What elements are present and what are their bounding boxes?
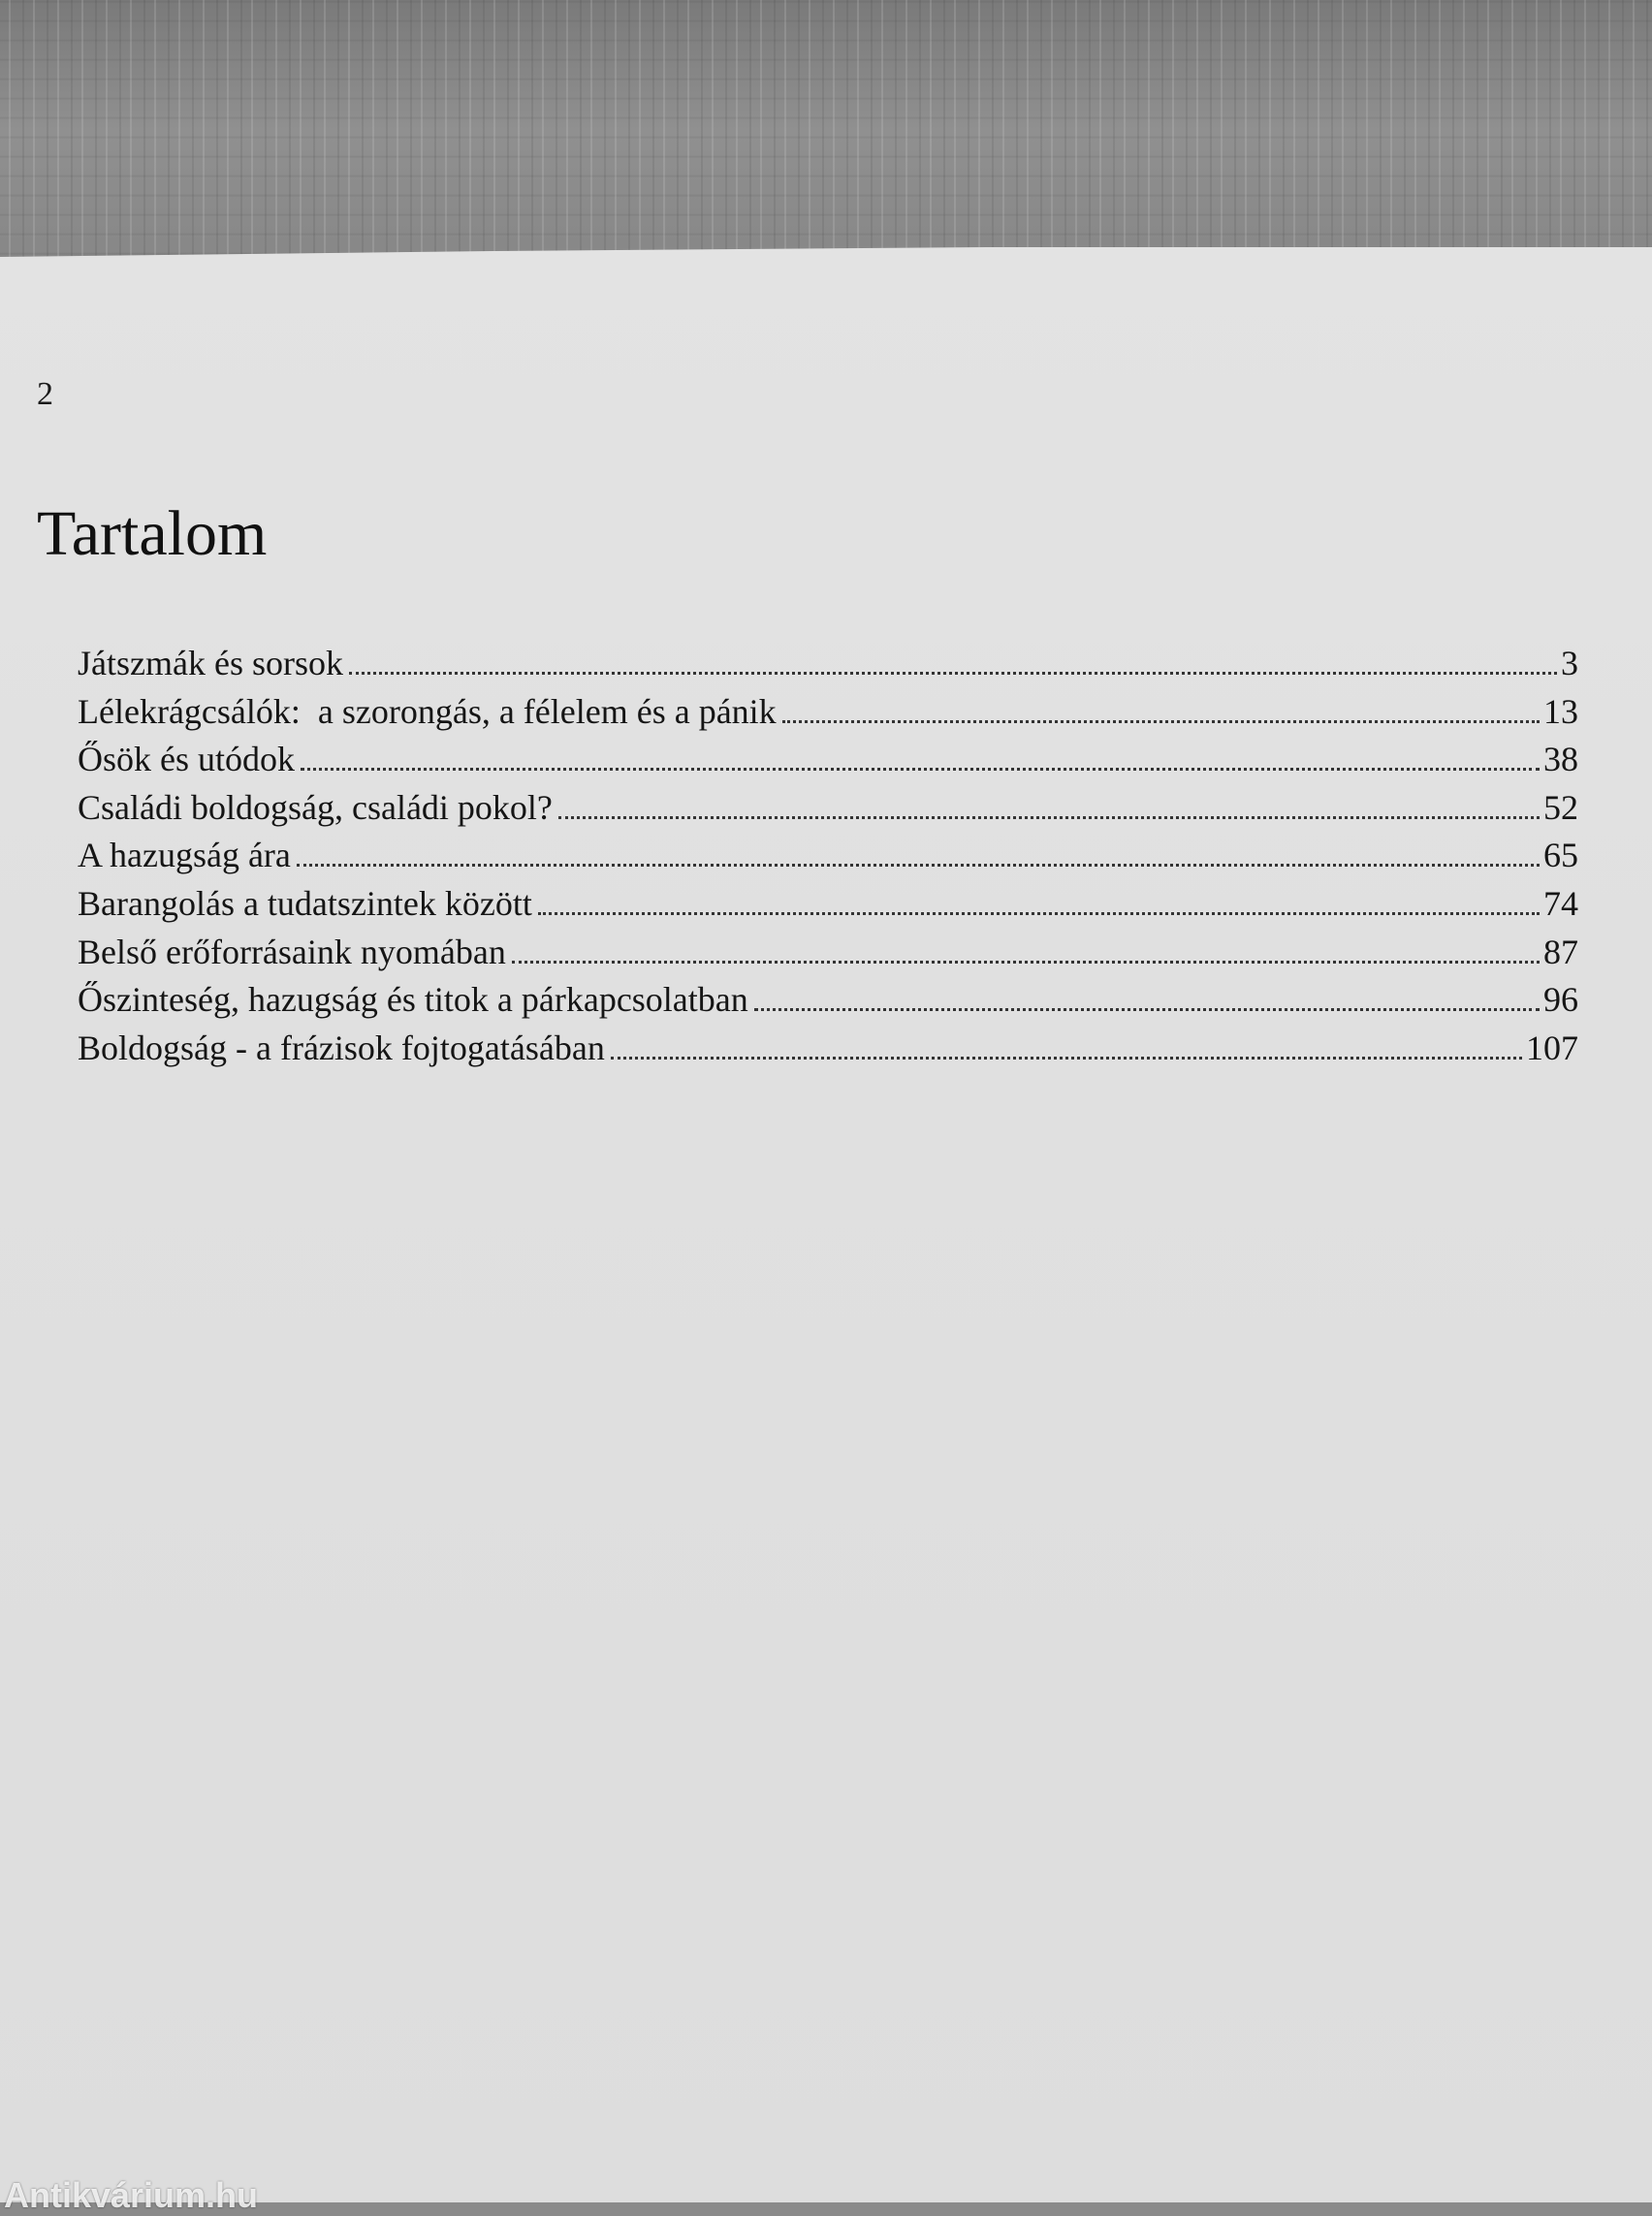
toc-entry (78, 929, 1578, 977)
toc-entry-title: A hazugság ára (78, 836, 291, 875)
page-number: 2 (37, 376, 53, 412)
dot-leader (538, 912, 1540, 915)
toc-entry-page: 38 (1543, 740, 1578, 779)
toc-entry-page: 3 (1561, 644, 1578, 682)
dot-leader (297, 864, 1540, 867)
toc-entry-title: Őszinteség, hazugság és titok a párkapcsolatban (78, 980, 748, 1020)
toc-entry (78, 640, 1578, 688)
dot-leader (611, 1057, 1522, 1060)
toc-entry-page: 65 (1543, 836, 1578, 875)
dot-leader (512, 961, 1540, 964)
toc-entry-page: 74 (1543, 883, 1578, 923)
toc-entry-page: 87 (1543, 932, 1578, 971)
toc-entry (78, 736, 1578, 784)
toc-entry (78, 880, 1578, 929)
dot-leader (558, 816, 1540, 819)
toc-entry-page: 107 (1526, 1028, 1578, 1067)
toc-entry (78, 1025, 1578, 1073)
toc-entry-title: Boldogság - a frázisok fojtogatásában (78, 1028, 605, 1067)
page-title: Tartalom (37, 498, 268, 569)
watermark: Antikvárium.hu (4, 2175, 259, 2215)
toc-entry-title: Barangolás a tudatszintek között (78, 883, 532, 923)
toc-entry-title: Lélekrágcsálók: a szorongás, a félelem és a pánik (78, 691, 777, 731)
toc-entry-title: Ősök és utódok (78, 740, 295, 779)
toc-entry (78, 976, 1578, 1025)
toc-entry-page: 13 (1543, 691, 1578, 731)
dot-leader (301, 768, 1540, 771)
toc-entry-page: 96 (1543, 980, 1578, 1020)
toc-entry (78, 784, 1578, 833)
toc-entry-title: Játszmák és sorsok (78, 644, 343, 682)
dot-leader (349, 672, 1557, 675)
toc-entry-title: Családi boldogság, családi pokol? (78, 787, 553, 827)
toc-entry (78, 832, 1578, 880)
toc-entry-title: Belső erőforrásaink nyomában (78, 932, 506, 971)
watermark-strip (0, 2175, 388, 2215)
toc-entry-page: 52 (1543, 787, 1578, 827)
toc-entry (78, 688, 1578, 737)
table-of-contents (78, 640, 1578, 1072)
dot-leader (754, 1008, 1540, 1011)
dot-leader (782, 720, 1540, 723)
